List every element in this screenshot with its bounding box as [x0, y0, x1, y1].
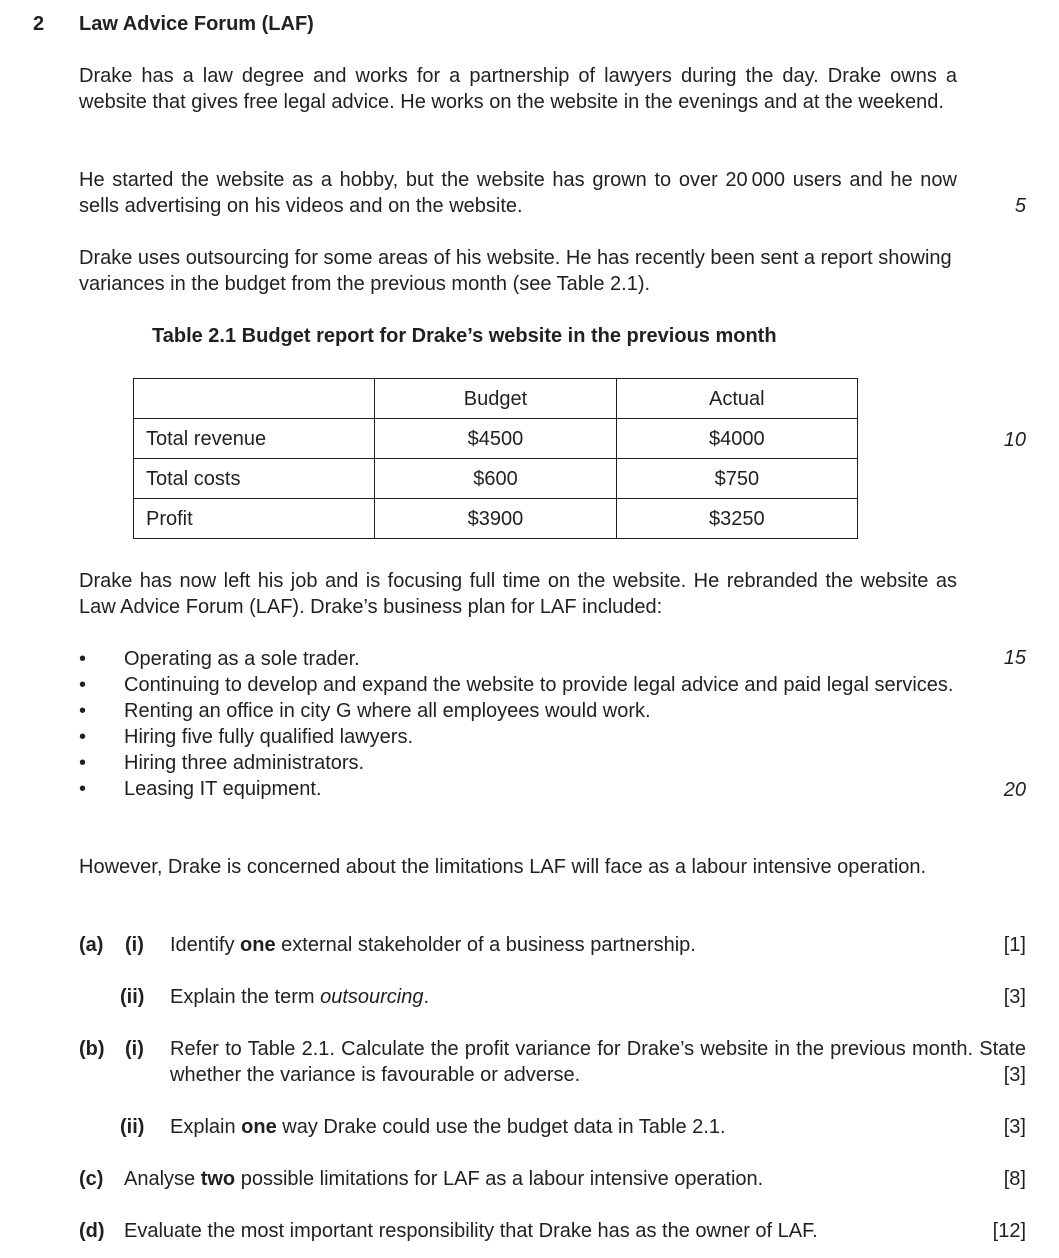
table-cell: $750: [616, 459, 857, 499]
question-text-term: outsourcing: [320, 986, 424, 1008]
part-label: (a): [79, 934, 104, 956]
question-text-emphasis: two: [200, 1168, 236, 1190]
bullet-icon: •: [79, 778, 87, 800]
list-item: [79, 750, 957, 776]
list-item: [79, 672, 957, 698]
part-label: (c): [79, 1168, 104, 1190]
table-cell: $4500: [375, 419, 616, 459]
marks-badge: [3]: [1003, 1116, 1026, 1138]
table-header-row: [134, 379, 858, 419]
question-text: Refer to Table 2.1. Calculate the profit variance for Drake’s website in the previous month. State whether the variance is favourable or adverse.: [170, 1038, 1026, 1086]
question-b-ii: [79, 1114, 1026, 1140]
list-item-text: Leasing IT equipment.: [124, 778, 322, 800]
paragraph-intro: Drake has a law degree and works for a partnership of lawyers during the day. Drake owns a website that gives free legal advice. He works on the website in the evenings and at the weekend.: [79, 65, 957, 113]
table-header-cell: Actual: [616, 379, 857, 419]
question-text: [124, 1166, 763, 1192]
table-cell: Profit: [134, 499, 375, 539]
line-number-15: 15: [1003, 647, 1026, 669]
marks-badge: [1]: [1003, 934, 1026, 956]
list-item: [79, 698, 957, 724]
question-text-part: Explain the term: [170, 986, 321, 1008]
question-text-part: possible limitations for LAF as a labour intensive operation.: [235, 1168, 764, 1190]
question-text-part: external stakeholder of a business partnership.: [275, 934, 696, 956]
paragraph-outsourcing: Drake uses outsourcing for some areas of his website. He has recently been sent a report showing variances in the budget from the previous month (see Table 2.1).: [79, 247, 952, 295]
question-text-part: .: [423, 986, 430, 1008]
table-row: [134, 419, 858, 459]
table-caption: Table 2.1 Budget report for Drake’s website in the previous month: [152, 325, 777, 347]
bullet-icon: •: [79, 648, 87, 670]
marks-badge: [12]: [992, 1220, 1026, 1242]
list-item: [79, 646, 957, 672]
table-header-cell: [134, 379, 375, 419]
question-c: [79, 1166, 1026, 1192]
question-text: [170, 1114, 726, 1140]
bullet-icon: •: [79, 726, 87, 748]
question-b-i: [79, 1036, 1026, 1088]
question-text-emphasis: one: [240, 934, 276, 956]
bullet-icon: •: [79, 674, 87, 696]
question-number: 2: [33, 13, 45, 35]
question-text: Evaluate the most important responsibility that Drake has as the owner of LAF.: [124, 1220, 818, 1242]
table-cell: $4000: [616, 419, 857, 459]
paragraph-concern: However, Drake is concerned about the limitations LAF will face as a labour intensive operation.: [79, 856, 927, 878]
part-label: (b): [79, 1038, 105, 1060]
table-row: [134, 499, 858, 539]
table-cell: $600: [375, 459, 616, 499]
list-item-text: Operating as a sole trader.: [124, 648, 360, 670]
paragraph-business-plan: Drake has now left his job and is focusing full time on the website. He rebranded the website as Law Advice Forum (LAF). Drake’s business plan for LAF included:: [79, 570, 957, 618]
table-cell: $3250: [616, 499, 857, 539]
bullet-icon: •: [79, 752, 87, 774]
line-number-10: 10: [1003, 429, 1026, 451]
table-cell: Total costs: [134, 459, 375, 499]
list-item-text: Hiring five fully qualified lawyers.: [124, 726, 414, 748]
question-text: [170, 932, 696, 958]
question-a-i: [79, 932, 1026, 958]
question-title: Law Advice Forum (LAF): [79, 13, 314, 35]
table-cell: Total revenue: [134, 419, 375, 459]
budget-table: [133, 378, 858, 539]
line-number-5: 5: [1014, 195, 1026, 217]
table-cell: $3900: [375, 499, 616, 539]
question-a-ii: [79, 984, 1026, 1010]
question-text-part: Identify: [170, 934, 241, 956]
marks-badge: [3]: [1003, 1064, 1026, 1086]
bullet-icon: •: [79, 700, 87, 722]
question-text-part: way Drake could use the budget data in Table 2.1.: [276, 1116, 726, 1138]
part-label: (d): [79, 1220, 105, 1242]
table-row: [134, 459, 858, 499]
list-item-text: Renting an office in city G where all employees would work.: [124, 700, 651, 722]
business-plan-list: [79, 646, 957, 802]
marks-badge: [8]: [1003, 1168, 1026, 1190]
marks-badge: [3]: [1003, 986, 1026, 1008]
list-item: [79, 724, 957, 750]
question-text: [170, 984, 429, 1010]
subpart-label: (ii): [120, 986, 145, 1008]
subpart-label: (i): [125, 934, 144, 956]
list-item-text: Continuing to develop and expand the website to provide legal advice and paid legal services.: [124, 674, 954, 696]
list-item: [79, 776, 957, 802]
subpart-label: (i): [125, 1038, 144, 1060]
paragraph-growth: He started the website as a hobby, but the website has grown to over 20 000 users and he now sells advertising on his videos and on the website.: [79, 169, 957, 217]
question-d: [79, 1218, 1026, 1244]
line-number-20: 20: [1003, 779, 1026, 801]
question-text-part: Explain: [170, 1116, 242, 1138]
subpart-label: (ii): [120, 1116, 145, 1138]
table-header-cell: Budget: [375, 379, 616, 419]
question-text-part: Analyse: [124, 1168, 201, 1190]
list-item-text: Hiring three administrators.: [124, 752, 365, 774]
question-text-emphasis: one: [241, 1116, 277, 1138]
